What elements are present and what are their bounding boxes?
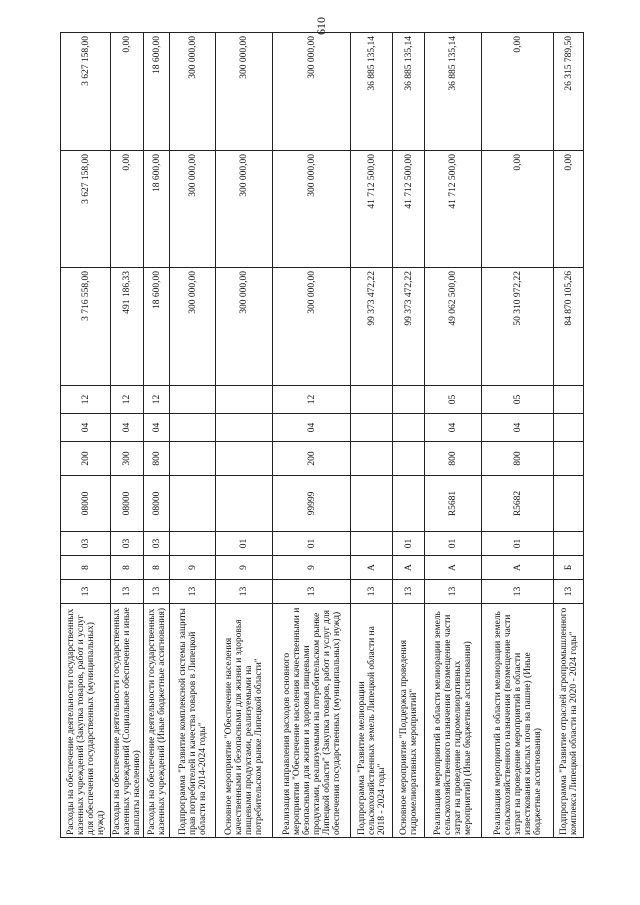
amount-cell: 3 716 558,00 (61, 268, 111, 386)
code-cell (170, 414, 216, 442)
code-cell: 08000 (111, 476, 144, 532)
code-cell: 13 (111, 580, 144, 604)
amount-cell: 18 600,00 (144, 33, 170, 151)
amount-cell: 300 000,00 (170, 268, 216, 386)
code-cell: 800 (144, 442, 170, 476)
code-cell: 01 (216, 532, 273, 556)
code-cell (393, 386, 425, 414)
code-cell: 01 (425, 532, 482, 556)
amount-cell: 300 000,00 (273, 151, 351, 268)
code-cell: 08000 (144, 476, 170, 532)
code-cell: 05 (425, 386, 482, 414)
code-cell: 13 (554, 580, 584, 604)
code-cell: 04 (144, 414, 170, 442)
row-name-cell: Основное мероприятие "Поддержка проведения гидромелиоративных мероприятий" (393, 604, 425, 838)
amount-cell: 0,00 (482, 151, 554, 268)
code-cell: 99999 (273, 476, 351, 532)
code-cell: 12 (111, 386, 144, 414)
code-cell (351, 476, 393, 532)
amount-cell: 300 000,00 (216, 151, 273, 268)
table-row (216, 33, 273, 838)
code-cell: 13 (351, 580, 393, 604)
amount-cell: 99 373 472,22 (393, 268, 425, 386)
code-cell: А (393, 556, 425, 580)
table-row (144, 33, 170, 838)
amount-cell: 84 870 105,26 (554, 268, 584, 386)
code-cell: 8 (61, 556, 111, 580)
code-cell (351, 386, 393, 414)
amount-cell: 49 062 500,00 (425, 268, 482, 386)
code-cell: 13 (216, 580, 273, 604)
amount-cell: 300 000,00 (216, 33, 273, 151)
row-name-cell: Расходы на обеспечение деятельности государственных казенных учреждений (Иные бюджетные ассигнования) (144, 604, 170, 838)
table-row (273, 33, 351, 838)
code-cell (170, 442, 216, 476)
code-cell (351, 532, 393, 556)
amount-cell: 300 000,00 (273, 268, 351, 386)
row-name-cell: Расходы на обеспечение деятельности государственных казенных учреждений (Социальное обеспечение и иные выплаты населению) (111, 604, 144, 838)
code-cell: А (425, 556, 482, 580)
code-cell (216, 442, 273, 476)
amount-cell: 3 627 158,00 (61, 151, 111, 268)
amount-cell: 0,00 (554, 151, 584, 268)
code-cell (216, 414, 273, 442)
code-cell (554, 386, 584, 414)
amount-cell: 41 712 500,00 (425, 151, 482, 268)
code-cell: 03 (111, 532, 144, 556)
code-cell: 04 (482, 414, 554, 442)
table-row (554, 33, 584, 838)
table-row (111, 33, 144, 838)
code-cell (554, 442, 584, 476)
table-row (170, 33, 216, 838)
table-row (61, 33, 111, 838)
code-cell (216, 386, 273, 414)
code-cell (170, 532, 216, 556)
amount-cell: 26 315 789,50 (554, 33, 584, 151)
amount-cell: 0,00 (111, 151, 144, 268)
amount-cell: 50 310 972,22 (482, 268, 554, 386)
code-cell: 01 (393, 532, 425, 556)
code-cell (170, 386, 216, 414)
code-cell: 9 (170, 556, 216, 580)
amount-cell: 3 627 158,00 (61, 33, 111, 151)
table-row (393, 33, 425, 838)
code-cell (351, 442, 393, 476)
code-cell: 04 (111, 414, 144, 442)
amount-cell: 300 000,00 (216, 268, 273, 386)
code-cell: 200 (61, 442, 111, 476)
amount-cell: 0,00 (111, 33, 144, 151)
code-cell: 03 (144, 532, 170, 556)
amount-cell: 300 000,00 (170, 33, 216, 151)
code-cell: 03 (61, 532, 111, 556)
amount-cell: 36 885 135,14 (351, 33, 393, 151)
code-cell: А (351, 556, 393, 580)
amount-cell: 300 000,00 (170, 151, 216, 268)
code-cell: Б (554, 556, 584, 580)
code-cell (393, 476, 425, 532)
amount-cell: 36 885 135,14 (425, 33, 482, 151)
code-cell (554, 476, 584, 532)
table-row (351, 33, 393, 838)
code-cell (170, 476, 216, 532)
code-cell: 800 (425, 442, 482, 476)
code-cell: 9 (216, 556, 273, 580)
amount-cell: 41 712 500,00 (351, 151, 393, 268)
code-cell: 04 (273, 414, 351, 442)
amount-cell: 99 373 472,22 (351, 268, 393, 386)
code-cell: 8 (111, 556, 144, 580)
code-cell: 13 (393, 580, 425, 604)
code-cell: 08000 (61, 476, 111, 532)
code-cell (351, 414, 393, 442)
code-cell: 800 (482, 442, 554, 476)
page-number: 610 (314, 17, 328, 35)
amount-cell: 491 186,33 (111, 268, 144, 386)
amount-cell: 36 885 135,14 (393, 33, 425, 151)
amount-cell: 41 712 500,00 (393, 151, 425, 268)
code-cell: 13 (425, 580, 482, 604)
code-cell (216, 476, 273, 532)
code-cell: 01 (482, 532, 554, 556)
code-cell: 12 (273, 386, 351, 414)
row-name-cell: Реализация мероприятий в области мелиорации земель сельскохозяйственного назначения (возмещение части затрат на проведение гидромелиоративных мероприятий) (Иные бюджетные ассигнования) (425, 604, 482, 838)
amount-cell: 300 000,00 (273, 33, 351, 151)
code-cell: 13 (61, 580, 111, 604)
code-cell: 13 (170, 580, 216, 604)
budget-table (60, 32, 584, 838)
code-cell: 04 (425, 414, 482, 442)
table-row (425, 33, 482, 838)
code-cell: 05 (482, 386, 554, 414)
rotated-budget-table (60, 33, 583, 838)
code-cell (554, 414, 584, 442)
code-cell: 9 (273, 556, 351, 580)
code-cell: 01 (273, 532, 351, 556)
row-name-cell: Основное мероприятие "Обеспечение населения качественными и безопасными для жизни и здоровья пищевыми продуктами, реализуемыми на потребительском рынке Липецкой области" (216, 604, 273, 838)
code-cell: 13 (144, 580, 170, 604)
row-name-cell: Расходы на обеспечение деятельности государственных казенных учреждений (Закупка товаров, работ и услуг для обеспечения государственных (муниципальных) нужд) (61, 604, 111, 838)
code-cell: 13 (273, 580, 351, 604)
row-name-cell: Реализация мероприятий в области мелиорации земель сельскохозяйственного назначения (возмещение части затрат на проведение мероприятий в области известкования кислых почв на пашне) (Иные бюджетные ассигнования) (482, 604, 554, 838)
code-cell (393, 414, 425, 442)
code-cell: 12 (61, 386, 111, 414)
code-cell: 8 (144, 556, 170, 580)
code-cell: А (482, 556, 554, 580)
code-cell: R5681 (425, 476, 482, 532)
code-cell: 04 (61, 414, 111, 442)
code-cell: R5682 (482, 476, 554, 532)
amount-cell: 18 600,00 (144, 151, 170, 268)
code-cell: 200 (273, 442, 351, 476)
row-name-cell: Подпрограмма "Развитие мелиорации сельскохозяйственных земель Липецкой области на 2018 - 2024 годы" (351, 604, 393, 838)
code-cell (393, 442, 425, 476)
code-cell: 13 (482, 580, 554, 604)
amount-cell: 0,00 (482, 33, 554, 151)
row-name-cell: Подпрограмма "Развитие отраслей агропромышленного комплекса Липецкой области на 2020 - 2024 годы" (554, 604, 584, 838)
row-name-cell: Подпрограмма "Развитие комплексной системы защиты прав потребителей и качества товаров в Липецкой области на 2014-2024 годы" (170, 604, 216, 838)
row-name-cell: Реализация направления расходов основного мероприятия "Обеспечение населения качественными и безопасными для жизни и здоровья пищевыми продуктами, реализуемыми на потребительском рынке Липецкой области" (Закупка товаров, работ и услуг для обеспечения государственных (муниципальных) нужд) (273, 604, 351, 838)
code-cell: 300 (111, 442, 144, 476)
code-cell: 12 (144, 386, 170, 414)
amount-cell: 18 600,00 (144, 268, 170, 386)
table-row (482, 33, 554, 838)
code-cell (554, 532, 584, 556)
